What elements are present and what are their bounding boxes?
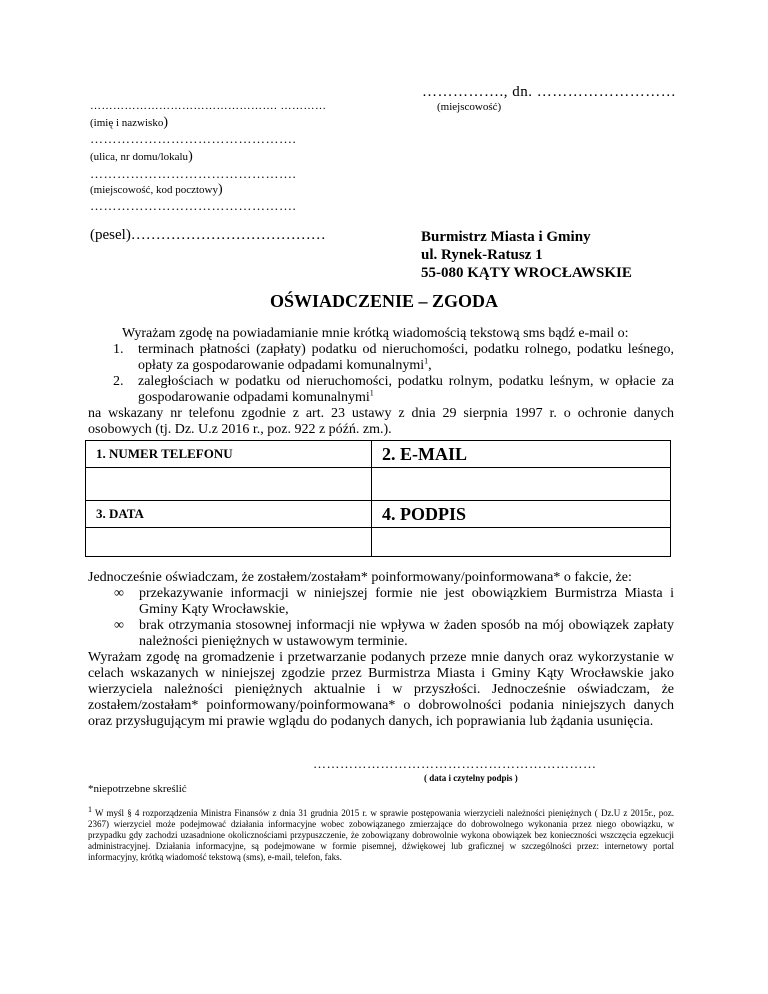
signature-header: 4. PODPIS: [372, 501, 671, 528]
bullet-icon: ∞: [114, 586, 124, 601]
statement-bullet-1: [88, 586, 674, 618]
consent-item-2-number: 2.: [113, 374, 124, 389]
signature-line: ………………………………………………………: [313, 756, 597, 771]
signature-label: ( data i czytelny podpis ): [424, 773, 518, 783]
place-date-line: ……………., dn. ………………………: [422, 84, 677, 100]
date-header: 3. DATA: [86, 501, 372, 528]
name-label: (imię i nazwisko): [90, 115, 168, 130]
recipient-line-3: 55-080 KĄTY WROCŁAWSKIE: [421, 265, 632, 281]
consent-item-2-text: zaległościach w podatku od nieruchomości, podatku rolnym, podatku leśnym, w opłacie za gospodarowanie odpadami komunalnymi: [138, 374, 674, 405]
email-header: 2. E-MAIL: [372, 441, 671, 468]
recipient-address: [421, 228, 632, 282]
consent-item-1-number: 1.: [113, 342, 124, 357]
phone-header: 1. NUMER TELEFONU: [86, 441, 372, 468]
place-label: (miejscowość): [437, 101, 502, 113]
statement-bullet-1-text: przekazywanie informacji w niniejszej formie nie jest obowiązkiem Burmistrza Miasta i Gminy Kąty Wrocławskie,: [139, 586, 674, 617]
street-line: ……………………………………….: [90, 131, 297, 146]
phone-field[interactable]: [86, 468, 372, 501]
city-label: (miejscowość, kod pocztowy): [90, 182, 223, 197]
street-label: (ulica, nr domu/lokalu): [90, 149, 193, 164]
statement-final: Wyrażam zgodę na gromadzenie i przetwarzanie podanych przeze mnie danych oraz wykorzystanie w celach wskazanych w niniejszej zgodzie przez Burmistrza Miasta i Gminy Kąty Wrocławskie jako wierzyciela należności pieniężnych aktualnie i w przyszłości. Jednocześnie oświadczam, że zostałem/zostałam* poinformowany/poinformowana* o dobrowolności podania niniejszych danych oraz przysługującym mi prawie wglądu do podanych danych, ich poprawiania lub żądania usunięcia.: [88, 650, 674, 729]
document-title: OŚWIADCZENIE – ZGODA: [269, 291, 499, 311]
statement-section: [88, 570, 674, 730]
footnote-text: W myśl § 4 rozporządzenia Ministra Finansów z dnia 31 grudnia 2015 r. w sprawie postępowania wierzycieli należności pieniężnych ( Dz.U z 2015r., poz. 2367) wierzyciel może podejmować działania informacyjne wobec zobowiązanego zmierzające do dobrowolnego wykonania przez niego obowiązku, w przypadku gdy zachodzi uzasadnione okolicznościami przypuszczenie, że zobowiązany dobrowolnie wykona obowiązek bez konieczności wszczęcia egzekucji administracyjnej. Działania informacyjne, są podejmowane w formie pisemnej, dźwiękowej lub graficznej w szczególności przez: internetowy portal informacyjny, krótką wiadomość tekstową (sms), e-mail, telefon, faks.: [88, 808, 674, 862]
statement-bullet-2-text: brak otrzymania stosownej informacji nie wpływa w żaden sposób na mój obowiązek zapłaty należności pieniężnych w ustawowym terminie.: [139, 618, 674, 649]
footnote-mark: 1: [88, 805, 92, 814]
city-line: ……………………………………….: [90, 166, 297, 181]
extra-line: ……………………………………….: [90, 198, 297, 213]
footnote: [88, 805, 674, 863]
statement-intro: Jednocześnie oświadczam, że zostałem/zostałam* poinformowany/poinformowana* o fakcie, że:: [88, 570, 632, 585]
consent-item-2: [88, 374, 674, 406]
signature-field[interactable]: [372, 528, 671, 557]
email-field[interactable]: [372, 468, 671, 501]
statement-bullet-2: [88, 618, 674, 650]
consent-item-1-punct: ,: [428, 358, 432, 373]
bullet-icon: ∞: [114, 618, 124, 633]
contact-form-table: [85, 440, 671, 557]
footnote-ref: 1: [424, 356, 429, 366]
recipient-line-1: Burmistrz Miasta i Gminy: [421, 229, 591, 245]
date-field[interactable]: [86, 528, 372, 557]
name-line: …………………………………………. …………: [90, 100, 327, 112]
consent-item-1-text: terminach płatności (zapłaty) podatku od nieruchomości, podatku rolnego, podatku leśnego, opłaty za gospodarowanie odpadami komunalnymi: [138, 342, 674, 373]
pesel-line: (pesel)…………………………………: [90, 227, 326, 243]
recipient-line-2: ul. Rynek-Ratusz 1: [421, 247, 543, 263]
consent-closing: na wskazany nr telefonu zgodnie z art. 23 ustawy z dnia 29 sierpnia 1997 r. o ochronie danych osobowych (tj. Dz. U.z 2016 r., poz. 922 z późń. zm.).: [88, 406, 674, 437]
strike-note: *niepotrzebne skreślić: [88, 783, 187, 795]
footnote-ref: 1: [369, 388, 374, 398]
consent-list: [88, 342, 674, 438]
consent-intro: Wyrażam zgodę na powiadamianie mnie krótką wiadomością tekstową sms bądź e-mail o:: [122, 326, 629, 341]
consent-item-1: [88, 342, 674, 374]
